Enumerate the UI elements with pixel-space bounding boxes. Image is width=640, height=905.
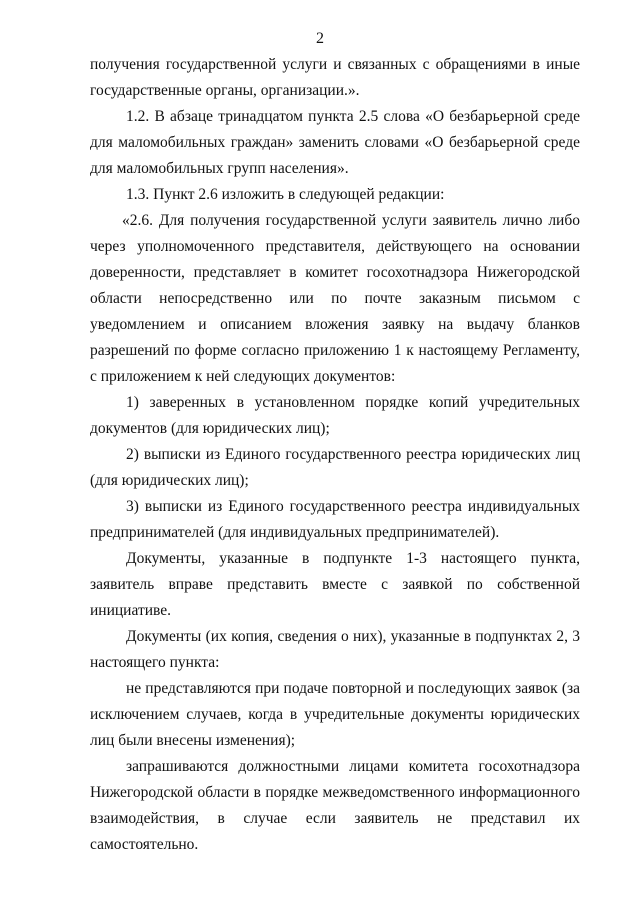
paragraph-not-submitted: не представляются при подаче повторной и последующих заявок (за исключением случаев, когда в учредительные документы юридических лиц были внесены изменения);: [90, 680, 580, 749]
paragraph-2-6: «2.6. Для получения государственной услуги заявитель лично либо через уполномоченного представителя, действующего на основании доверенности, представляет в комитет госохотнадзора Нижегородской области непосредственно или по почте заказным письмом с уведомлением и описанием вложения заявку на выдачу бланков разрешений по форме согласно приложению 1 к настоящему Регламенту, с приложением к ней следующих документов:: [90, 212, 580, 385]
paragraph-continuation: получения государственной услуги и связанных с обращениями в иные государственные органы, организации.».: [90, 56, 580, 99]
list-item-2: 2) выписки из Единого государственного реестра юридических лиц (для юридических лиц);: [90, 446, 580, 489]
paragraph-1-3: 1.3. Пункт 2.6 изложить в следующей редакции:: [126, 186, 445, 203]
document-body: [90, 52, 580, 858]
paragraph-documents-optional: Документы, указанные в подпункте 1-3 настоящего пункта, заявитель вправе представить вместе с заявкой по собственной инициативе.: [90, 550, 580, 619]
list-item-1: 1) заверенных в установленном порядке копий учредительных документов (для юридических лиц);: [90, 394, 580, 437]
paragraph-requested: запрашиваются должностными лицами комитета госохотнадзора Нижегородской области в порядке межведомственного информационного взаимодействия, в случае если заявитель не представил их самостоятельно.: [90, 758, 580, 853]
list-item-3: 3) выписки из Единого государственного реестра индивидуальных предпринимателей (для индивидуальных предпринимателей).: [90, 498, 580, 541]
page-number: 2: [316, 30, 324, 47]
paragraph-documents-2-3: Документы (их копия, сведения о них), указанные в подпунктах 2, 3 настоящего пункта:: [90, 628, 580, 671]
paragraph-1-2: 1.2. В абзаце тринадцатом пункта 2.5 слова «О безбарьерной среде для маломобильных граждан» заменить словами «О безбарьерной среде для маломобильных групп населения».: [90, 108, 580, 177]
